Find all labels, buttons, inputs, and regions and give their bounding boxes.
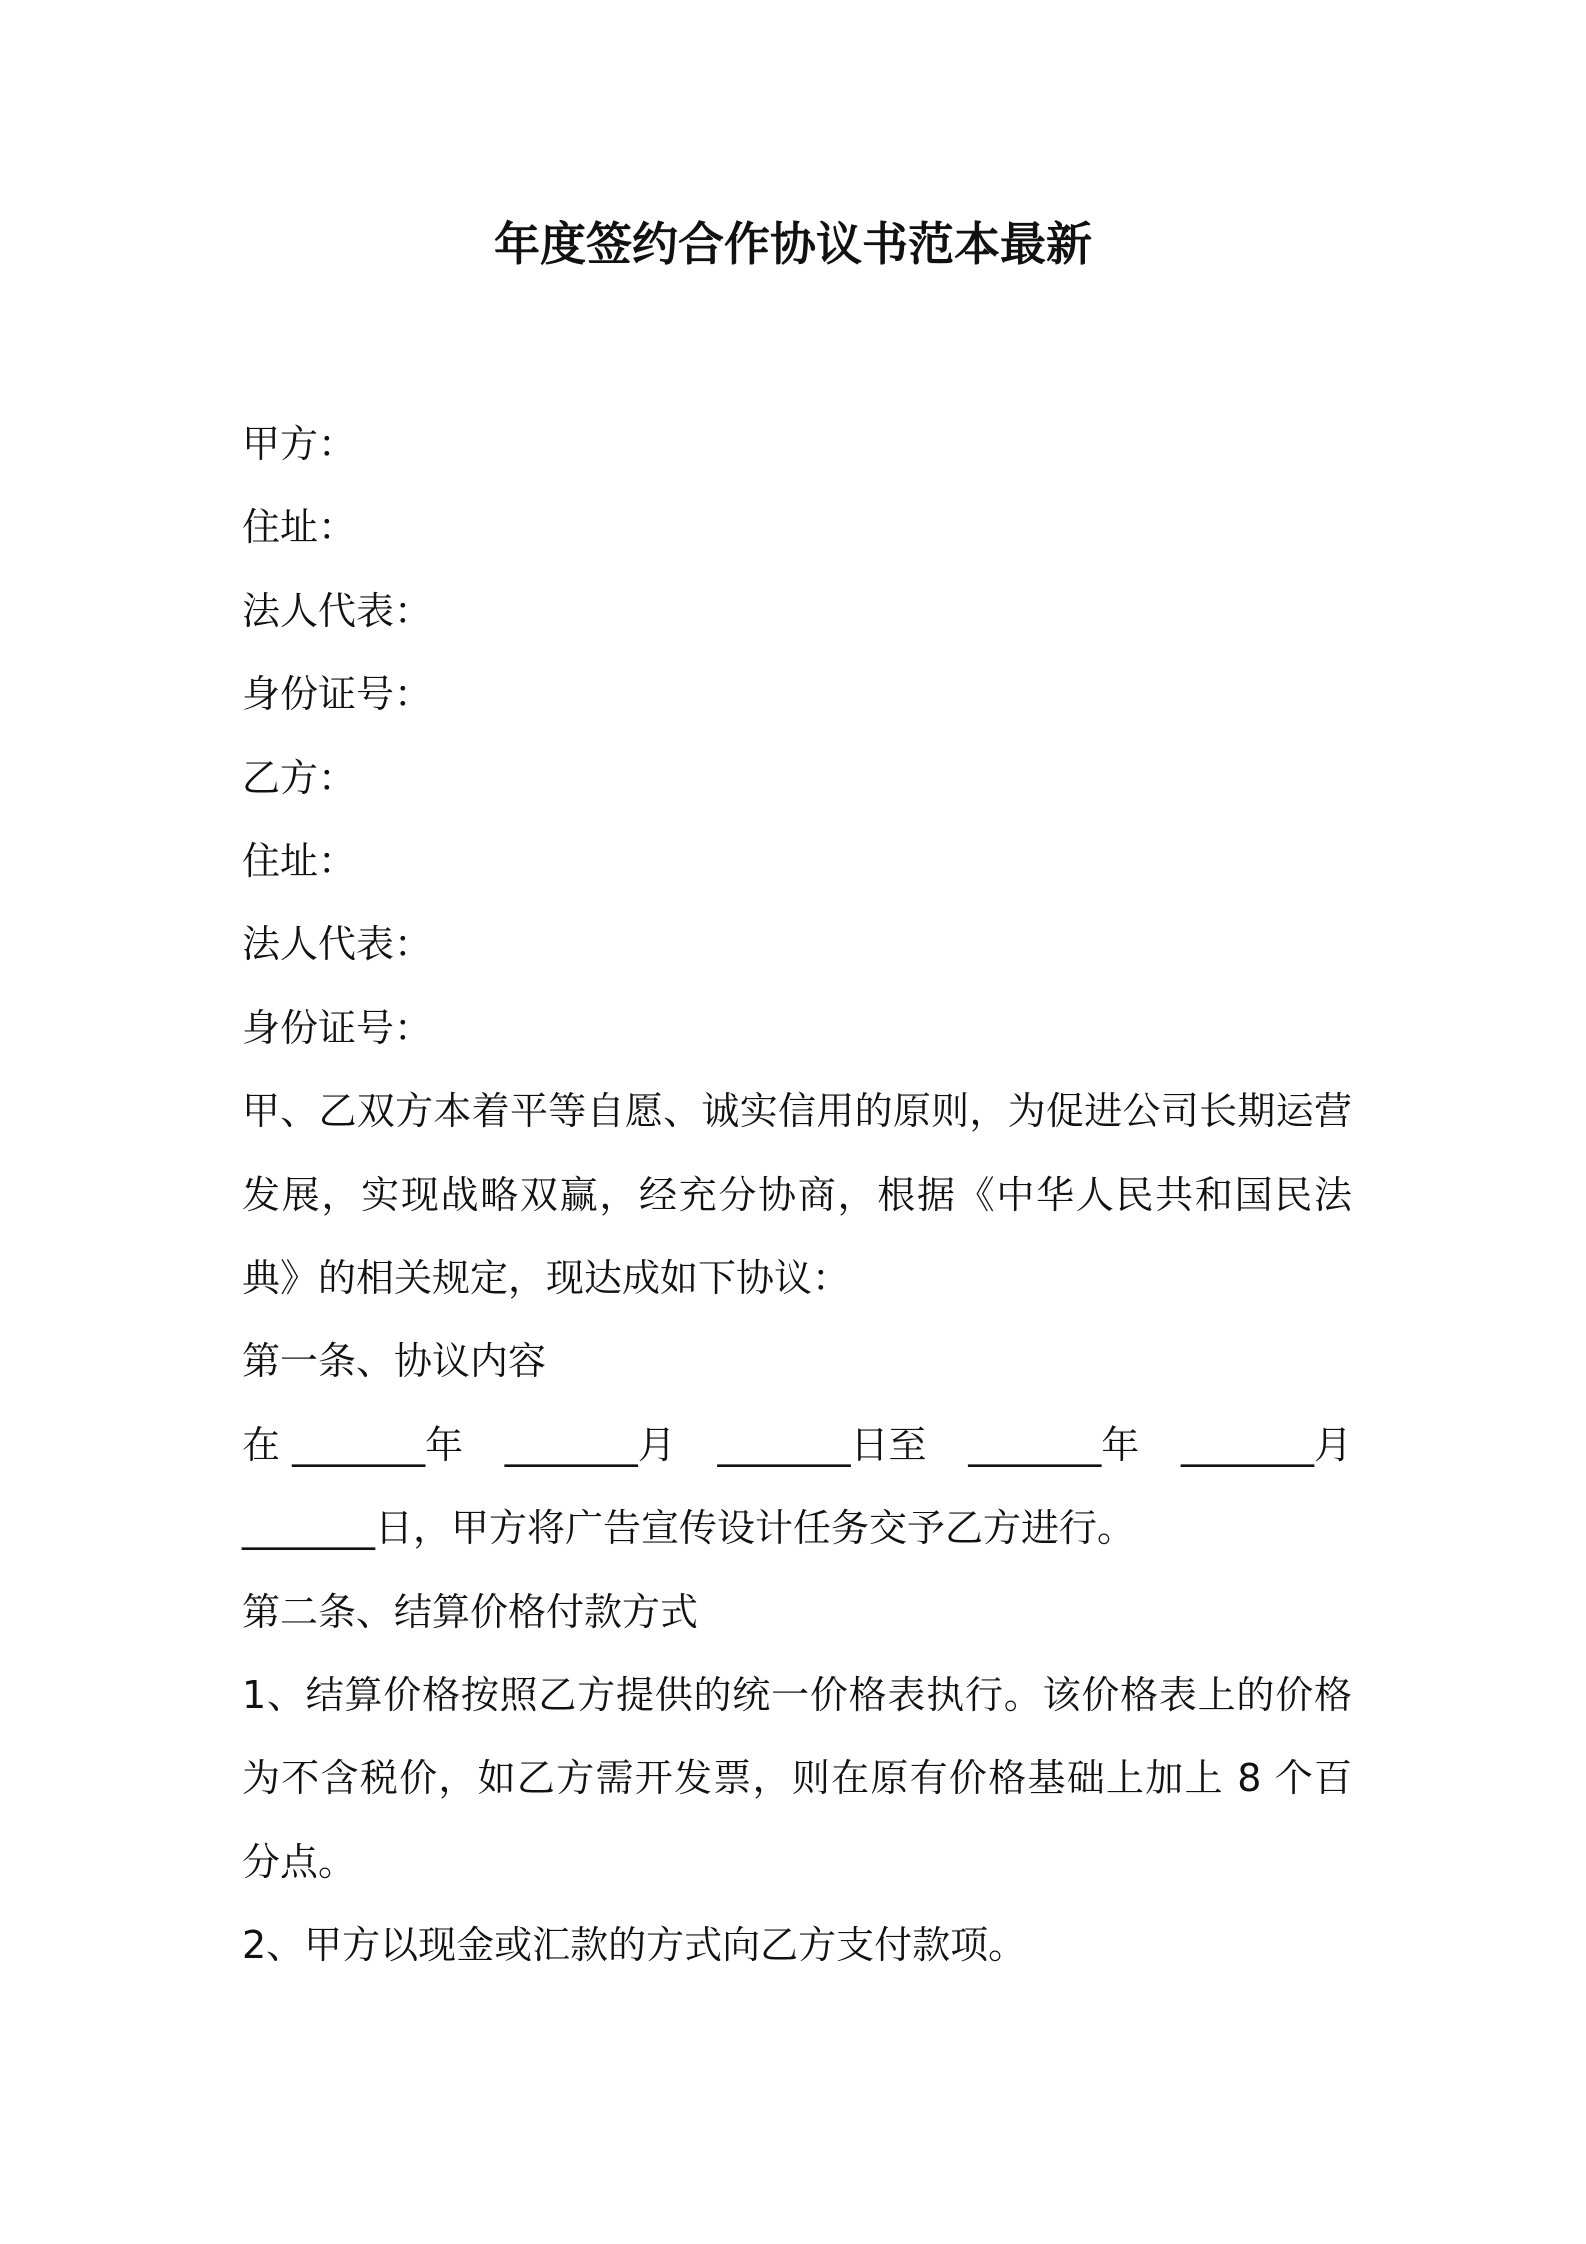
party-a-id-label: 身份证号： [242,672,433,717]
preamble-paragraph: 甲、乙双方本着平等自愿、诚实信用的原则，为促进公司长期运营发展，实现战略双赢，经充分协商，根据《中华人民共和国民法典》的相关规定，现达成如下协议： [242,1089,1352,1300]
date-line-part: _______月 [1180,1422,1352,1467]
date-line-part: _______日至 [717,1422,927,1467]
article-1-heading: 第一条、协议内容 [242,1339,547,1384]
document-body [242,403,1352,1988]
document-title: 年度签约合作协议书范本最新 [494,217,1092,271]
party-b-id-label: 身份证号： [242,1005,433,1050]
article-2-clause-1: 1、结算价格按照乙方提供的统一价格表执行。该价格表上的价格为不含税价，如乙方需开发票，则在原有价格基础上加上 8 个百分点。 [242,1672,1352,1884]
article-2-heading: 第二条、结算价格付款方式 [242,1589,699,1634]
date-line-part: _______月 [504,1422,676,1467]
party-a-address-label: 住址： [242,505,357,550]
article-2-clause-2: 2、甲方以现金或汇款的方式向乙方支付款项。 [242,1923,1027,1968]
article-1-date-line [242,1404,1352,1487]
article-1-date-line-end: _______日，甲方将广告宣传设计任务交予乙方进行。 [242,1506,1136,1551]
party-b-address-label: 住址： [242,838,357,883]
date-line-part: 在 _______年 [242,1422,464,1467]
date-line-part: _______年 [968,1422,1140,1467]
party-a-legal-rep-label: 法人代表： [242,588,433,633]
party-a-name-label: 甲方： [242,422,357,466]
party-b-legal-rep-label: 法人代表： [242,922,433,967]
party-b-name-label: 乙方： [242,755,357,800]
